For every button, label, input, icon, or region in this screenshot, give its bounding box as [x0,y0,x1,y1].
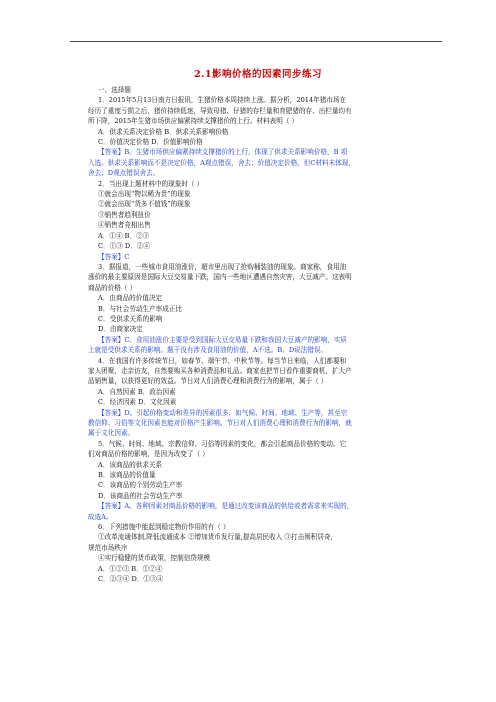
answer-line: 上就是受供求关系的影响。题干没有涉及食用油的价值，A不选。B、D说法错误。 [88,346,328,355]
text-line: C．受供求关系的影响 [98,314,163,323]
answer-line: 【答案】B。生猪市场供应偏紧持续支撑猪价的上行，体现了供求关系影响价格，B 项 [98,148,348,157]
document-body [88,66,428,585]
text-line: 2．当出现上题材料中的现象时（ ） [98,179,204,188]
text-line: 家人团聚，走亲访友，自然要购买各种消费品和礼品。商家也把节日看作重要商机，扩大产 [88,366,352,375]
text-line: C．②③④ D．①③④ [98,575,164,584]
text-line: 6．下列措施中能起到稳定物价作用的有（ ） [98,523,230,532]
text-line: D．该商品的社会劳动生产率 [98,491,183,500]
text-line: 们对商品价格的影响，是因为改变了（ ） [88,450,209,459]
text-line: A．该商品的供求关系 [98,460,163,469]
text-line: 涨价的最主要原因是国际大豆交易量下跌，国内一些地区遭遇自然灾害，大豆减产。这表明 [88,273,352,282]
text-line: C．经济因素 D．文化因素 [98,398,177,407]
header-rule [70,41,442,42]
text-line: 一、选择题 [98,86,131,94]
answer-line: 舍去；D观点错误舍去。 [88,169,160,178]
text-line: 4．在我国有许多传统节日，如春节、端午节、中秋节等。每当节日来临，人们都要和 [98,356,347,365]
text-line: 商品的价格（ ） [88,283,137,292]
text-line: 5．气候、时间、地域、宗教信仰、习俗等因素的变化，都会引起商品价格的变动。它 [98,439,347,448]
text-line: 经历了重度亏损之后，猪价持续低迷，导致母猪、仔猪的存栏量和育肥猪的存、出栏量均有 [88,106,352,115]
answer-line: 【答案】A。各种因素对商品价格的影响，是通过改变该商品的供给或者需求来实现的， [98,502,354,511]
text-line: A．供求关系决定价格 B．供求关系影响价格 [98,127,229,136]
answer-line: 【答案】C。食用油涨价主要是受到国际大豆交易量下跌和我国大豆减产的影响，实质 [98,335,348,344]
text-line: B．该商品的价值量 [98,471,156,480]
text-line: ③销售者趋利扭价 [98,210,151,219]
text-line: ①改革流通体制,降低流通成本 ②增加货币发行量,提高居民收入 ③打击囤积居奇, [98,533,333,542]
text-line: 规范市场秩序 [88,543,128,552]
text-line: C．①③ D．②④ [98,242,150,251]
text-line: 1．2015年5月13日南方日报讯，生猪价格本周持续上涨。据分析，2014年猪市场在 [98,96,347,105]
answer-line: 教信仰、习俗等文化因素也能对价格产生影响。节日对人们消费心理和消费行为的影响，就 [88,419,352,427]
answer-line: 故选A。 [88,512,113,521]
text-line: B．与社会劳动生产率成正比 [98,304,182,313]
text-line: ④实行稳健的货币政策，控制信贷规模 [98,554,211,563]
text-line: D．由商家决定 [98,325,143,334]
text-line: A．由商品的价值决定 [98,294,163,303]
text-line: A．自然因素 B．政治因素 [98,387,176,396]
answer-line: 【答案】C [98,252,130,261]
text-line: ②就会出现“货多不值钱”的现象 [98,200,191,209]
answer-line: 属于文化因素。 [88,429,135,438]
document-title: 2.1影响价格的因素同步练习 [193,69,323,80]
text-line: ①就会出现“物以稀为贵”的现象 [98,190,191,199]
text-line: A．①②③ B．①②④ [98,564,163,573]
text-line: 所下降，2015年生猪市场供应偏紧持续支撑猪价的上行。材料表明（ ） [88,117,299,126]
answer-line: 入选。供求关系影响而不是决定价格，A观点错误，舍去；价值决定价格，但C材料未体现， [88,158,355,167]
answer-line: 【答案】D。引起价格变动和差异的因素很多，如气候、时间、地域、生产等，甚至宗 [98,408,348,417]
text-line: 品销售量，以获得更好的效益。节日对人们消费心理和消费行为的影响，属于（ ） [88,377,328,386]
text-line: ④销售者竞相出售 [98,221,151,230]
text-lines [88,85,428,585]
text-line: 3．据报道，一些城市食用油涨价，超市里出现了抢购桶装油的现象。商家称，食用油 [98,262,347,271]
text-line: C．该商品的个别劳动生产率 [98,481,183,490]
text-line: A．①④ B．②③ [98,231,150,240]
text-line: C．价值决定价格 D．价值影响价格 [98,138,203,147]
